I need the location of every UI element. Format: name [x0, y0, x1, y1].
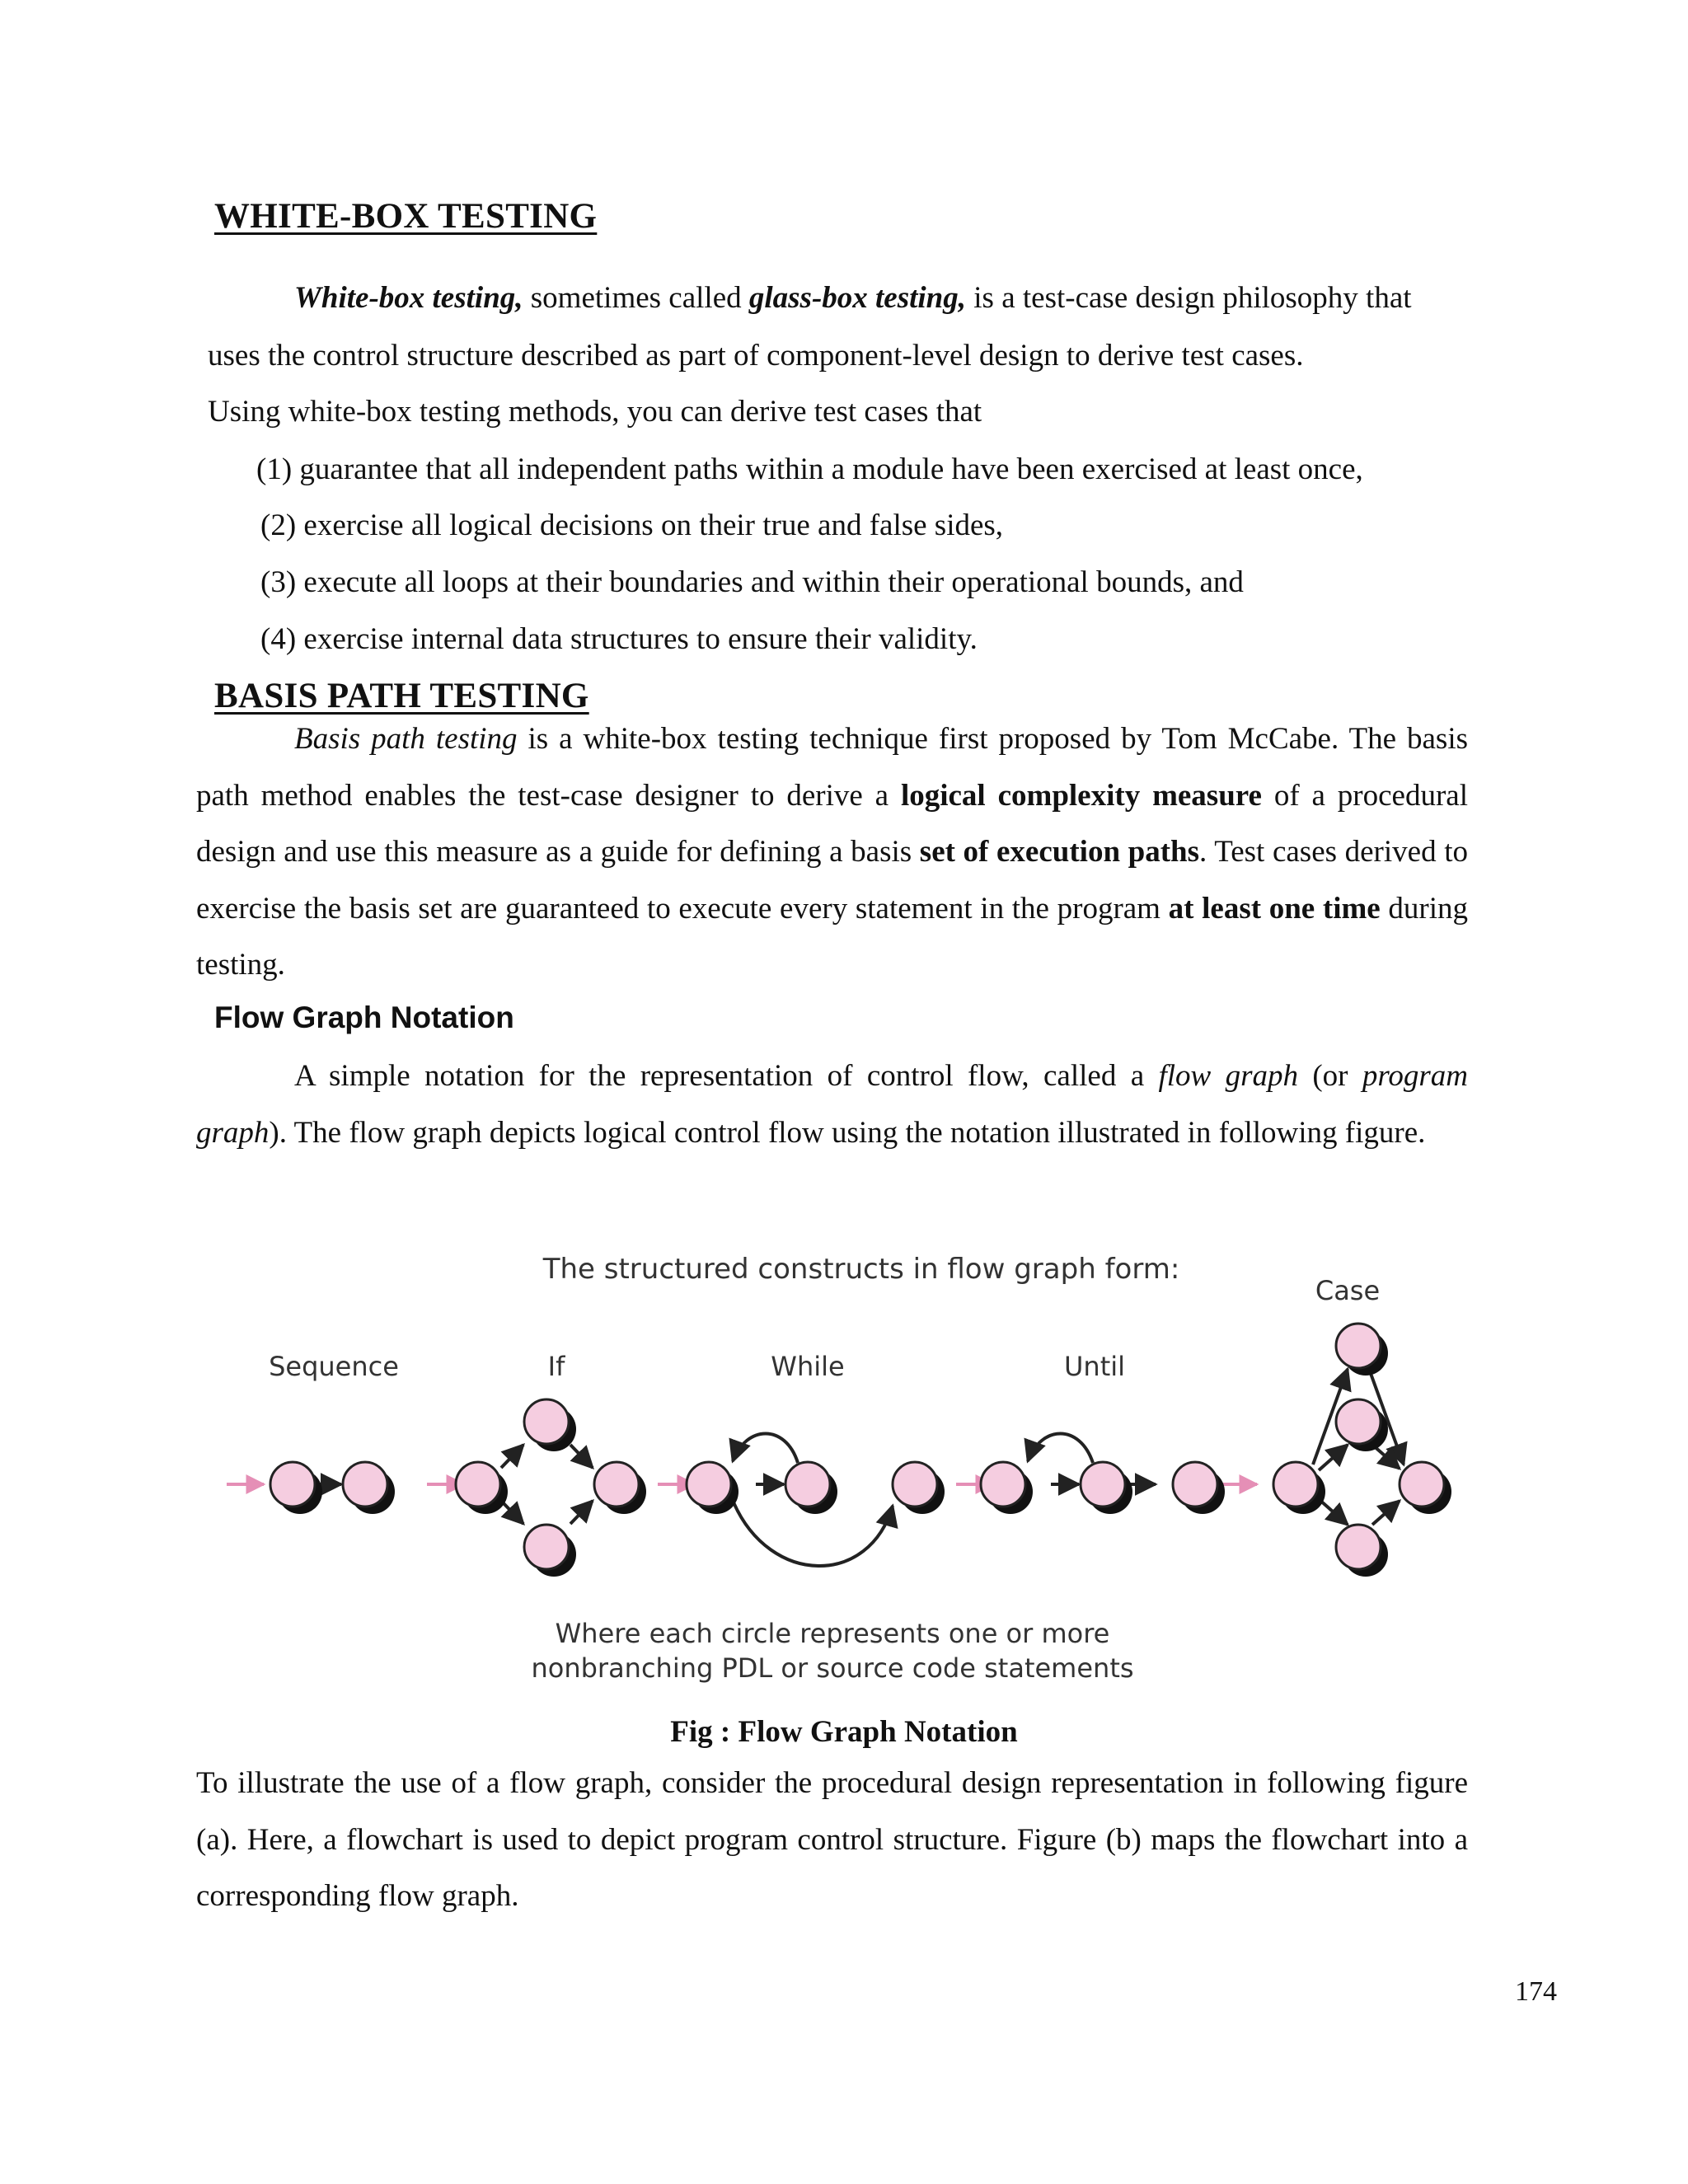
flow-node — [456, 1462, 508, 1514]
flow-edge — [570, 1501, 593, 1524]
term-set-of-execution-paths: set of execution paths — [919, 835, 1200, 869]
page-number: 174 — [1515, 1976, 1557, 2007]
flow-graph-figure — [218, 1240, 1471, 1685]
term-glass-box-testing: glass-box testing, — [748, 281, 967, 315]
label-until: Until — [1063, 1351, 1126, 1382]
white-box-line-3: Using white-box testing methods, you can derive test cases that — [208, 395, 982, 429]
flow-node — [687, 1462, 738, 1514]
flow-node — [1336, 1399, 1388, 1451]
figure-caption: Fig : Flow Graph Notation — [670, 1715, 1018, 1749]
flow-node — [893, 1462, 945, 1514]
flow-edge — [501, 1445, 523, 1468]
flow-node-circle — [456, 1462, 500, 1507]
flow-node-circle — [1336, 1399, 1381, 1444]
flow-node-circle — [270, 1462, 315, 1507]
label-if: If — [547, 1351, 565, 1382]
closing-paragraph: To illustrate the use of a flow graph, consider the procedural design representation in following figure (a). Here, a flowchart is used to depict program control structure. Figure (b) maps the flowchart into a corresponding flow graph. — [196, 1766, 1468, 1913]
term-program-graph: program graph — [196, 1059, 1468, 1150]
list-item: (3) execute all loops at their boundaries and within their operational bounds, and — [260, 565, 1244, 599]
flow-graph-paragraph: A simple notation for the representation of control flow, called a flow graph (or program graph). The flow graph depicts logical control flow using the notation illustrated in following figure. — [196, 1059, 1468, 1150]
flow-node — [785, 1462, 837, 1514]
flow-node-circle — [893, 1462, 937, 1507]
flow-node — [524, 1399, 576, 1451]
label-case: Case — [1315, 1275, 1381, 1306]
term-white-box-testing: White-box testing, — [294, 281, 523, 315]
label-sequence: Sequence — [269, 1351, 399, 1382]
basis-path-paragraph: Basis path testing is a white-box testing technique first proposed by Tom McCabe. The basis path method enables the test-case designer to derive a logical complexity measure of a procedural design and use this measure as a guide for defining a basis set of execution paths. Test cases derived to exercise the basis set are guaranteed to execute every statement in the program at least one time during testing. — [196, 722, 1469, 982]
flow-node — [1273, 1462, 1325, 1514]
term-logical-complexity-measure: logical complexity measure — [900, 778, 1262, 813]
flow-node — [1336, 1324, 1388, 1376]
flow-node — [981, 1462, 1033, 1514]
flow-edge — [570, 1445, 593, 1468]
flow-node-circle — [1273, 1462, 1318, 1507]
flow-node — [594, 1462, 646, 1514]
label-while: While — [771, 1351, 845, 1382]
white-box-intro-line: White-box testing, sometimes called glass-box testing, is a test-case design philosophy that — [294, 281, 1412, 315]
flow-edge — [501, 1501, 523, 1524]
section-heading-white-box: WHITE-BOX TESTING — [214, 197, 598, 236]
flow-node — [343, 1462, 395, 1514]
flow-node-circle — [687, 1462, 731, 1507]
flow-node — [270, 1462, 322, 1514]
flow-node — [1081, 1462, 1132, 1514]
flow-node-circle — [785, 1462, 830, 1507]
flow-node-circle — [1336, 1324, 1381, 1368]
figure-title: The structured constructs in flow graph form: — [542, 1253, 1180, 1286]
flow-node-circle — [1173, 1462, 1217, 1507]
flow-node — [524, 1525, 576, 1577]
list-item: (4) exercise internal data structures to ensure their validity. — [260, 622, 978, 656]
flow-node-circle — [524, 1399, 569, 1444]
flow-node-circle — [1081, 1462, 1125, 1507]
flow-node-circle — [981, 1462, 1025, 1507]
flow-node-circle — [524, 1525, 569, 1569]
white-box-line-2: uses the control structure described as part of component-level design to derive test cases. — [208, 339, 1304, 373]
figure-note-line-2: nonbranching PDL or source code statements — [531, 1652, 1134, 1684]
flow-edge — [1372, 1501, 1400, 1525]
flow-node — [1336, 1525, 1388, 1577]
section-heading-basis-path: BASIS PATH TESTING — [214, 677, 589, 715]
term-flow-graph: flow graph — [1158, 1059, 1298, 1093]
flow-edge — [1319, 1445, 1348, 1470]
list-item: (2) exercise all logical decisions on their true and false sides, — [260, 509, 1004, 542]
list-item: (1) guarantee that all independent paths within a module have been exercised at least once, — [256, 452, 1363, 486]
flow-node — [1400, 1462, 1451, 1514]
flow-node-circle — [343, 1462, 387, 1507]
loop-edge — [733, 1434, 798, 1464]
subsection-heading-flow-graph: Flow Graph Notation — [214, 1001, 514, 1034]
figure-note-line-1: Where each circle represents one or more — [555, 1618, 1110, 1649]
flow-node — [1173, 1462, 1225, 1514]
loop-edge — [1028, 1434, 1093, 1464]
flow-node-circle — [594, 1462, 639, 1507]
term-basis-path-testing: Basis path testing — [294, 722, 518, 756]
flow-node-circle — [1336, 1525, 1381, 1569]
term-at-least-one-time: at least one time — [1168, 891, 1381, 926]
flow-node-circle — [1400, 1462, 1444, 1507]
flow-edge — [1319, 1499, 1348, 1525]
